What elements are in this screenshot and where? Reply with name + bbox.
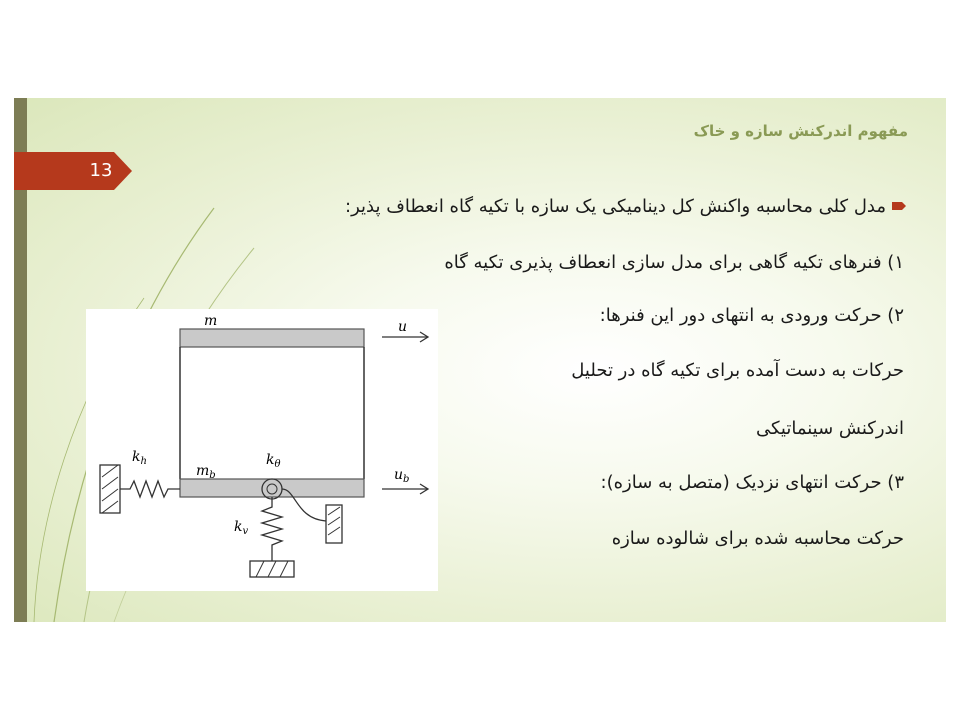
text-line-3: ۲) حرکت ورودی به انتهای دور این فنرها: (599, 305, 904, 326)
structure-diagram (86, 309, 438, 591)
text-line-6: ۳) حرکت انتهای نزدیک (متصل به سازه): (600, 472, 904, 493)
label-mb: $m_b$ (196, 463, 216, 481)
text-line-5: اندرکنش سینماتیکی (755, 418, 904, 439)
horizontal-spring (120, 481, 180, 497)
text-line-7: حرکت محاسبه شده برای شالوده سازه (611, 528, 904, 549)
label-ktheta: $k_\theta$ (266, 452, 281, 470)
diagram-svg (86, 309, 438, 591)
vertical-spring (262, 497, 282, 561)
text-line-4: حرکات به دست آمده برای تکیه گاه در تحلیل (571, 360, 904, 381)
label-kh: $k_h$ (132, 449, 147, 467)
bullet-arrow-icon (892, 202, 906, 210)
label-kv: $k_v$ (234, 519, 249, 537)
label-u: u (398, 319, 408, 335)
text-line-1: مدل کلی محاسبه واکنش کل دینامیکی یک سازه با تکیه گاه انعطاف پذیر: (345, 196, 886, 217)
slide-number: 13 (89, 160, 113, 181)
text-line-2: ۱) فنرهای تکیه گاهی برای مدل سازی انعطاف پذیری تکیه گاه (444, 252, 904, 273)
label-m: m (204, 313, 218, 329)
left-wall-support (100, 465, 120, 513)
slide-title: مفهوم اندرکنش سازه و خاک (693, 122, 908, 140)
label-ub: $u_b$ (394, 467, 410, 485)
slide (14, 98, 946, 622)
slide-number-tab (14, 152, 132, 190)
top-mass-beam (180, 329, 364, 347)
